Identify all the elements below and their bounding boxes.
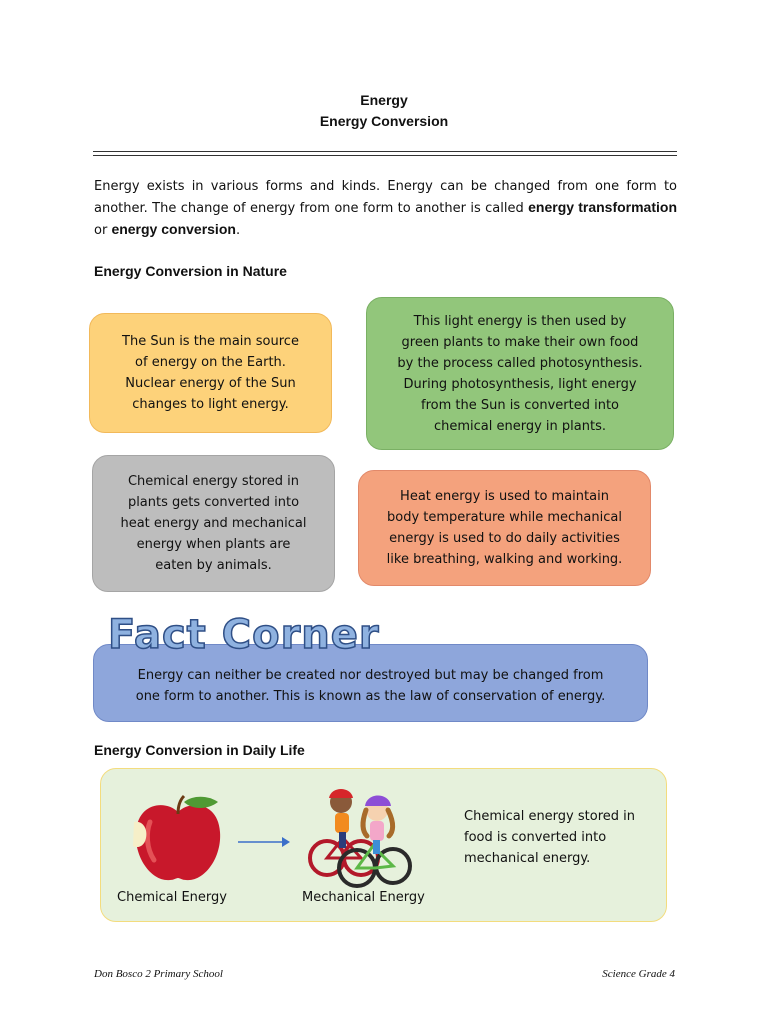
heat-box-line: Heat energy is used to maintain xyxy=(400,489,609,504)
heat-box-line: body temperature while mechanical xyxy=(387,510,622,525)
daily-line: mechanical energy. xyxy=(464,851,591,866)
daily-line: Chemical energy stored in xyxy=(464,809,635,824)
right-arrow-icon xyxy=(238,833,290,845)
fact-corner-title: Fact Corner xyxy=(108,612,380,658)
page-title: Energy xyxy=(360,92,408,108)
intro-text-3: . xyxy=(235,223,241,238)
heat-energy-box xyxy=(358,470,651,586)
heat-box-line: energy is used to do daily activities xyxy=(389,531,620,546)
intro-bold-1: energy transformation xyxy=(528,199,678,215)
photosynthesis-box-line: by the process called photosynthesis. xyxy=(397,355,643,371)
chemical-box-line: Chemical energy stored in xyxy=(127,474,299,489)
page-subtitle: Energy Conversion xyxy=(319,113,449,129)
photosynthesis-box-line: During photosynthesis, light energy xyxy=(403,376,637,392)
kids-cycling-icon xyxy=(305,780,415,890)
nature-heading: Energy Conversion in Nature xyxy=(94,263,287,279)
sun-box-line: changes to light energy. xyxy=(132,397,289,412)
sun-box-line: The Sun is the main source xyxy=(122,334,299,349)
chemical-box-line: plants gets converted into xyxy=(127,495,300,510)
footer-school: Don Bosco 2 Primary School xyxy=(94,968,223,980)
sun-energy-box xyxy=(89,313,332,433)
heat-box-line: like breathing, walking and working. xyxy=(386,552,623,567)
chemical-energy-box xyxy=(92,455,335,592)
divider-top xyxy=(93,151,677,152)
divider-bottom xyxy=(93,155,677,156)
photosynthesis-box-line: green plants to make their own food xyxy=(401,334,639,350)
sun-box-line: of energy on the Earth. xyxy=(135,355,286,370)
intro-text-1: Energy exists in various forms and kinds. Energy can be changed from one form to another. The change of energy from one form to another is called xyxy=(94,179,677,216)
chemical-box-line: heat energy and mechanical xyxy=(120,516,307,531)
daily-line: food is converted into xyxy=(464,830,607,845)
footer-subject: Science Grade 4 xyxy=(602,968,675,980)
photosynthesis-box xyxy=(366,297,674,450)
daily-heading: Energy Conversion in Daily Life xyxy=(94,742,305,758)
chemical-energy-caption: Chemical Energy xyxy=(117,890,227,905)
photosynthesis-box-line: chemical energy in plants. xyxy=(433,418,606,434)
intro-paragraph xyxy=(94,176,677,241)
fact-line: Energy can neither be created nor destroyed but may be changed from xyxy=(137,668,604,683)
intro-text-2: or xyxy=(94,223,112,238)
photosynthesis-box-line: from the Sun is converted into xyxy=(421,397,619,413)
mechanical-energy-caption: Mechanical Energy xyxy=(302,890,425,905)
chemical-box-line: eaten by animals. xyxy=(155,558,272,573)
photosynthesis-box-line: This light energy is then used by xyxy=(413,313,627,329)
apple-icon xyxy=(130,792,226,886)
fact-line: one form to another. This is known as the law of conservation of energy. xyxy=(135,689,606,704)
chemical-box-line: energy when plants are xyxy=(136,537,291,552)
sun-box-line: Nuclear energy of the Sun xyxy=(125,376,296,391)
intro-bold-2: energy conversion xyxy=(111,221,236,237)
daily-description xyxy=(464,806,664,869)
